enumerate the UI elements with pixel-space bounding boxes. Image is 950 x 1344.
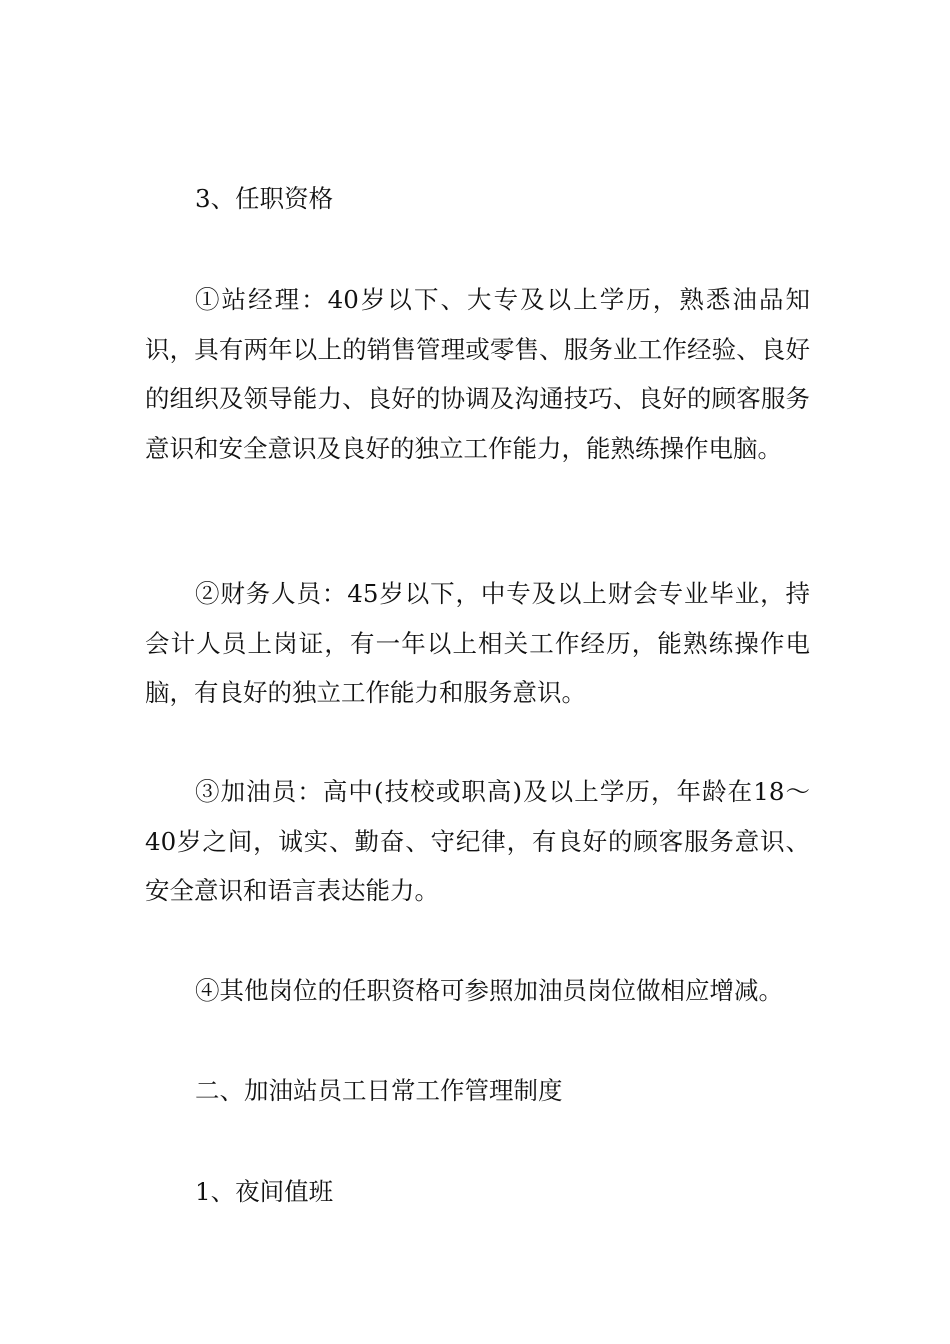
paragraph-other-positions: ④其他岗位的任职资格可参照加油员岗位做相应增减。 (195, 976, 783, 1005)
chapter-heading-daily-management: 二、加油站员工日常工作管理制度 (195, 1076, 563, 1105)
paragraph-fuel-attendant: ③加油员：高中(技校或职高)及以上学历，年龄在18～40岁之间，诚实、勤奋、守纪律，有良好的顾客服务意识、安全意识和语言表达能力。 (145, 777, 810, 905)
paragraph-finance-staff: ②财务人员：45岁以下，中专及以上财会专业毕业，持会计人员上岗证，有一年以上相关工作经历，能熟练操作电脑，有良好的独立工作能力和服务意识。 (145, 579, 810, 707)
section-heading-qualifications: 3、任职资格 (195, 184, 334, 213)
paragraph-station-manager: ①站经理：40岁以下、大专及以上学历，熟悉油品知识，具有两年以上的销售管理或零售、服务业工作经验、良好的组织及领导能力、良好的协调及沟通技巧、良好的顾客服务意识和安全意识及良好的独立工作能力，能熟练操作电脑。 (145, 285, 810, 463)
sub-heading-night-duty: 1、夜间值班 (195, 1177, 334, 1206)
